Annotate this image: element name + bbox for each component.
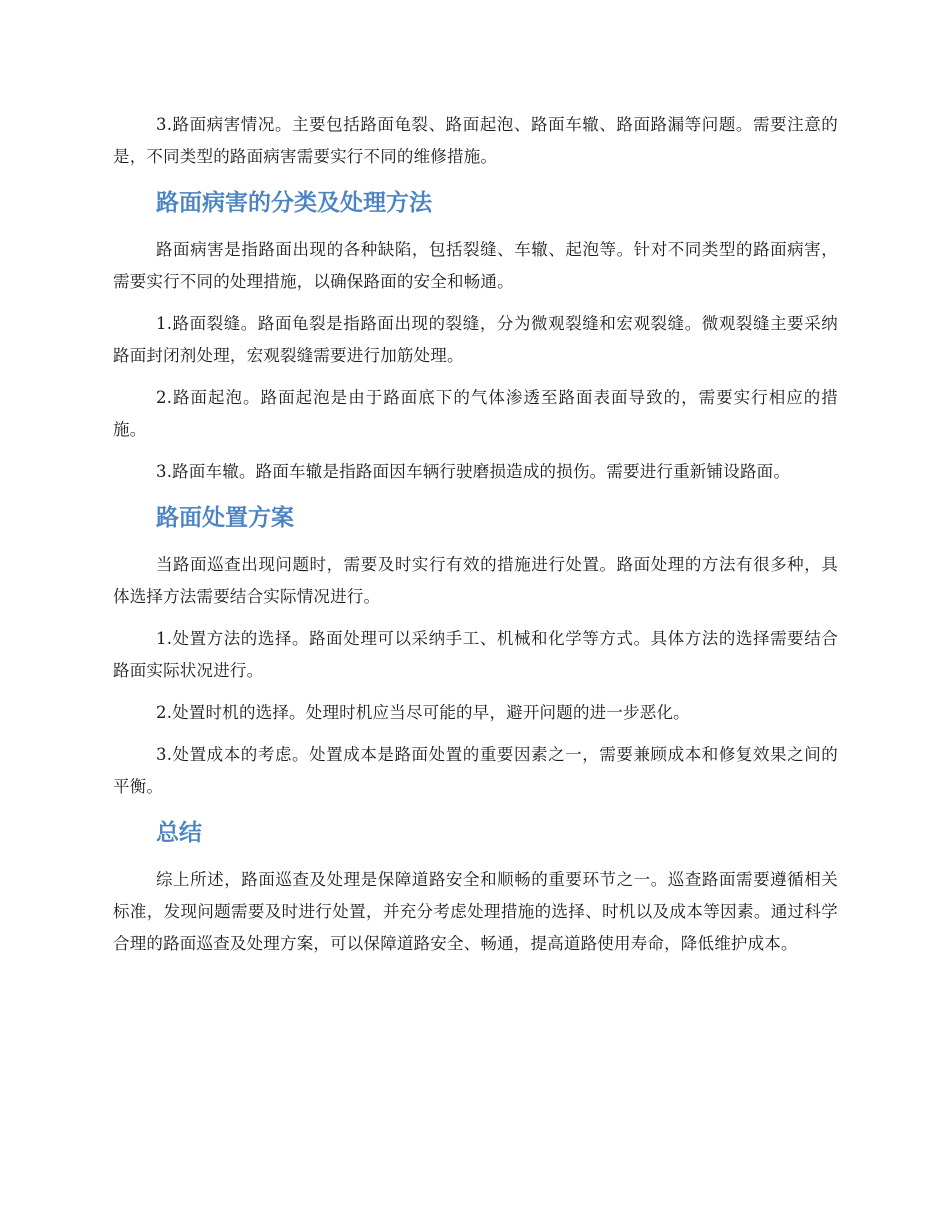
paragraph-summary: 综上所述，路面巡查及处理是保障道路安全和顺畅的重要环节之一。巡查路面需要遵循相关标准，发现问题需要及时进行处置，并充分考虑处理措施的选择、时机以及成本等因素。通过科学合理的路面巡查及处理方案，可以保障道路安全、畅通，提高道路使用寿命，降低维护成本。	[113, 870, 838, 953]
paragraph-blistering: 2.路面起泡。路面起泡是由于路面底下的气体渗透至路面表面导致的，需要实行相应的措施。	[113, 388, 838, 439]
paragraph-disease-intro: 路面病害是指路面出现的各种缺陷，包括裂缝、车辙、起泡等。针对不同类型的路面病害，需要实行不同的处理措施，以确保路面的安全和畅通。	[113, 240, 838, 291]
heading-disposal-plan: 路面处置方案	[156, 505, 294, 531]
paragraph-disposal-intro: 当路面巡查出现问题时，需要及时实行有效的措施进行处置。路面处理的方法有很多种，具体选择方法需要结合实际情况进行。	[113, 555, 838, 606]
paragraph-rutting: 3.路面车辙。路面车辙是指路面因车辆行驶磨损造成的损伤。需要进行重新铺设路面。	[156, 462, 791, 481]
paragraph-cost-consideration: 3.处置成本的考虑。处置成本是路面处置的重要因素之一，需要兼顾成本和修复效果之间的平衡。	[113, 745, 838, 796]
paragraph-disease-conditions: 3.路面病害情况。主要包括路面龟裂、路面起泡、路面车辙、路面路漏等问题。需要注意的是，不同类型的路面病害需要实行不同的维修措施。	[113, 115, 838, 166]
paragraph-method-choice: 1.处置方法的选择。路面处理可以采纳手工、机械和化学等方式。具体方法的选择需要结合路面实际状况进行。	[113, 629, 838, 680]
heading-disease-classification: 路面病害的分类及处理方法	[156, 190, 432, 216]
paragraph-timing-choice: 2.处置时机的选择。处理时机应当尽可能的早，避开问题的进一步恶化。	[156, 703, 690, 722]
document-body	[113, 109, 838, 960]
paragraph-cracks: 1.路面裂缝。路面龟裂是指路面出现的裂缝，分为微观裂缝和宏观裂缝。微观裂缝主要采纳路面封闭剂处理，宏观裂缝需要进行加筋处理。	[113, 314, 838, 365]
heading-summary: 总结	[156, 820, 202, 846]
